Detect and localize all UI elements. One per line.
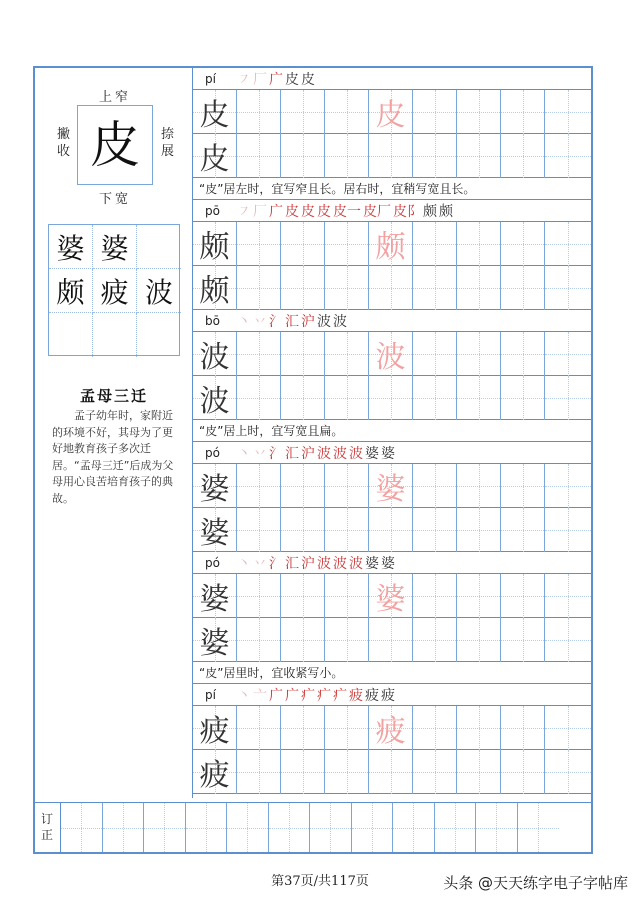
practice-cell[interactable] [281, 706, 325, 750]
stroke-step: 颇 [423, 203, 437, 220]
stroke-step: 丷 [253, 313, 267, 330]
writing-tip: “皮”居左时，宜写窄且长。居右时，宜稍写宽且长。 [193, 178, 591, 200]
left-panel [35, 68, 193, 798]
correction-cell[interactable] [435, 803, 477, 852]
practice-cell[interactable] [281, 618, 325, 662]
practice-cell[interactable] [193, 574, 237, 618]
stroke-step: 广 [269, 687, 283, 704]
practice-cell[interactable] [325, 574, 369, 618]
practice-cell[interactable] [325, 618, 369, 662]
stroke-step: 厂 [253, 203, 267, 220]
practice-cell[interactable] [281, 332, 325, 376]
trace-char: 颇 [375, 230, 406, 265]
practice-cell[interactable] [501, 574, 545, 618]
practice-cell[interactable] [193, 706, 237, 750]
stroke-step: 皮 [301, 203, 315, 220]
stroke-step: ㇇ [237, 203, 251, 220]
practice-cell[interactable] [281, 266, 325, 310]
stroke-step: 丶 [237, 687, 251, 704]
stroke-step: 波 [317, 445, 331, 462]
practice-cell[interactable] [237, 706, 281, 750]
practice-cell[interactable] [369, 706, 413, 750]
stroke-step: 波 [349, 445, 363, 462]
practice-cell[interactable] [457, 376, 501, 420]
stroke-step: 皮阝 [393, 203, 421, 220]
model-char: 颇 [199, 230, 230, 265]
writing-tip: “皮”居上时，宜写宽且扁。 [193, 420, 591, 442]
practice-cell[interactable] [413, 706, 457, 750]
practice-cell[interactable] [413, 332, 457, 376]
practice-cell[interactable] [457, 464, 501, 508]
practice-cell[interactable] [545, 266, 591, 310]
word-cell [137, 313, 181, 357]
practice-cell[interactable] [237, 508, 281, 552]
practice-cell[interactable] [457, 750, 501, 794]
stroke-step: 皮厂 [363, 203, 391, 220]
focus-char-box [77, 105, 153, 185]
focus-hint-right: 捺展 [161, 127, 175, 159]
pinyin: pó [205, 445, 220, 460]
practice-cell[interactable] [193, 332, 237, 376]
correction-cell[interactable] [144, 803, 186, 852]
model-char: 皮 [199, 142, 230, 177]
practice-cell[interactable] [237, 90, 281, 134]
example-word-grid [48, 224, 180, 356]
model-char: 颇 [199, 274, 230, 309]
practice-cell[interactable] [281, 134, 325, 178]
stroke-order [237, 201, 453, 221]
practice-cell[interactable] [501, 222, 545, 266]
stroke-step: 广 [269, 203, 283, 220]
practice-cell[interactable] [457, 134, 501, 178]
stroke-step: 婆 [365, 445, 379, 462]
practice-cell[interactable] [413, 134, 457, 178]
stroke-step: 疲 [349, 687, 363, 704]
practice-cell[interactable] [457, 508, 501, 552]
practice-cell[interactable] [501, 750, 545, 794]
practice-cell[interactable] [193, 464, 237, 508]
focus-hint-bottom: 下宽 [99, 192, 132, 207]
model-char: 疲 [199, 758, 230, 793]
model-char: 婆 [199, 472, 230, 507]
practice-cell[interactable] [413, 266, 457, 310]
practice-cell[interactable] [501, 90, 545, 134]
trace-char: 婆 [375, 582, 406, 617]
writing-tip: “皮”居里时，宜收紧写小。 [193, 662, 591, 684]
practice-cell[interactable] [413, 464, 457, 508]
focus-hint-left: 撇收 [57, 127, 71, 159]
stroke-order [237, 311, 347, 331]
trace-char: 波 [375, 340, 406, 375]
watermark: 头条 @天天练字电子字帖库 [443, 874, 628, 892]
practice-row [193, 508, 591, 552]
practice-cell[interactable] [281, 464, 325, 508]
practice-row [193, 574, 591, 618]
stroke-step: 汇 [285, 555, 299, 572]
stroke-step: 广 [285, 687, 299, 704]
practice-cell[interactable] [545, 222, 591, 266]
practice-cell[interactable] [281, 750, 325, 794]
practice-cell[interactable] [237, 376, 281, 420]
stroke-step: 婆 [365, 555, 379, 572]
practice-cell[interactable] [545, 750, 591, 794]
stroke-step: 沪 [301, 555, 315, 572]
practice-cell[interactable] [457, 574, 501, 618]
practice-cell[interactable] [413, 508, 457, 552]
pinyin-row [193, 310, 591, 332]
practice-cell[interactable] [193, 618, 237, 662]
practice-cell[interactable] [369, 574, 413, 618]
page-number: 第37页/共117页 [271, 874, 369, 889]
practice-cell[interactable] [545, 508, 591, 552]
practice-cell[interactable] [413, 574, 457, 618]
practice-cell[interactable] [501, 332, 545, 376]
practice-cell[interactable] [281, 574, 325, 618]
practice-cell[interactable] [369, 750, 413, 794]
practice-cell[interactable] [413, 618, 457, 662]
stroke-step: 婆 [381, 555, 395, 572]
correction-cell[interactable] [476, 803, 518, 852]
practice-cell[interactable] [369, 618, 413, 662]
word-cell: 婆 [93, 225, 137, 269]
word-cell: 疲 [93, 269, 137, 313]
practice-row [193, 706, 591, 750]
practice-cell[interactable] [501, 464, 545, 508]
stroke-step: 广 [269, 71, 283, 88]
practice-cell[interactable] [457, 90, 501, 134]
stroke-order [237, 685, 395, 705]
stroke-step: 波 [317, 555, 331, 572]
pinyin: pō [205, 203, 220, 218]
pinyin: pó [205, 555, 220, 570]
practice-cell[interactable] [193, 222, 237, 266]
practice-cell[interactable] [193, 90, 237, 134]
model-char: 皮 [199, 98, 230, 133]
practice-cell[interactable] [457, 222, 501, 266]
practice-cell[interactable] [237, 332, 281, 376]
practice-cell[interactable] [281, 222, 325, 266]
model-char: 波 [199, 384, 230, 419]
stroke-step: 汇 [285, 445, 299, 462]
stroke-step: 波 [333, 445, 347, 462]
story-title: 孟母三迁 [79, 387, 148, 405]
stroke-step: 疒 [333, 687, 347, 704]
practice-cell[interactable] [369, 464, 413, 508]
stroke-step: 皮一 [333, 203, 361, 220]
correction-cell[interactable] [61, 803, 103, 852]
model-char: 婆 [199, 626, 230, 661]
stroke-step: 丶 [237, 313, 251, 330]
practice-cell[interactable] [237, 222, 281, 266]
model-char: 疲 [199, 714, 230, 749]
stroke-step: 氵 [269, 313, 283, 330]
practice-cell[interactable] [193, 376, 237, 420]
pinyin-row [193, 552, 591, 574]
practice-cell[interactable] [369, 222, 413, 266]
practice-cell[interactable] [325, 464, 369, 508]
practice-cell[interactable] [457, 618, 501, 662]
stroke-step: 丷 [253, 555, 267, 572]
stroke-step: 亠 [253, 687, 267, 704]
practice-cell[interactable] [237, 266, 281, 310]
stroke-step: 丷 [253, 445, 267, 462]
practice-cell[interactable] [237, 464, 281, 508]
practice-cell[interactable] [457, 706, 501, 750]
stroke-step: 皮 [317, 203, 331, 220]
practice-cell[interactable] [325, 508, 369, 552]
stroke-step: 皮 [285, 71, 299, 88]
stroke-step: 皮 [285, 203, 299, 220]
practice-cell[interactable] [325, 222, 369, 266]
practice-cell[interactable] [193, 508, 237, 552]
stroke-step: 婆 [381, 445, 395, 462]
pinyin-row [193, 442, 591, 464]
stroke-order [237, 69, 315, 89]
stroke-step: 氵 [269, 555, 283, 572]
correction-cell[interactable] [103, 803, 145, 852]
practice-cell[interactable] [369, 266, 413, 310]
practice-cell[interactable] [545, 464, 591, 508]
word-cell [49, 313, 93, 357]
practice-cell[interactable] [281, 376, 325, 420]
word-cell [93, 313, 137, 357]
stroke-step: ㇇ [237, 71, 251, 88]
model-char: 波 [199, 340, 230, 375]
practice-cell[interactable] [369, 508, 413, 552]
practice-cell[interactable] [413, 222, 457, 266]
practice-row [193, 222, 591, 266]
story-text: 孟子幼年时，家附近的环境不好，其母为了更好地教育孩子多次迁居。“孟母三迁”后成为父母用心良苦培育孩子的典故。 [52, 409, 174, 505]
practice-cell[interactable] [325, 376, 369, 420]
practice-cell[interactable] [325, 134, 369, 178]
practice-row [193, 134, 591, 178]
stroke-step: 疲 [365, 687, 379, 704]
practice-cell[interactable] [325, 332, 369, 376]
practice-cell[interactable] [237, 618, 281, 662]
stroke-step: 丶 [237, 555, 251, 572]
practice-cell[interactable] [545, 376, 591, 420]
practice-cell[interactable] [501, 266, 545, 310]
practice-row [193, 266, 591, 310]
stroke-step: 厂 [253, 71, 267, 88]
stroke-step: 疲 [381, 687, 395, 704]
stroke-step: 波 [349, 555, 363, 572]
practice-cell[interactable] [545, 618, 591, 662]
practice-cell[interactable] [457, 266, 501, 310]
practice-cell[interactable] [237, 134, 281, 178]
stroke-step: 丶 [237, 445, 251, 462]
practice-cell[interactable] [413, 90, 457, 134]
stroke-step: 波 [333, 313, 347, 330]
word-cell: 颇 [49, 269, 93, 313]
practice-cell[interactable] [325, 90, 369, 134]
practice-cell[interactable] [501, 706, 545, 750]
correction-cell[interactable] [186, 803, 228, 852]
practice-cell[interactable] [413, 376, 457, 420]
practice-cell[interactable] [325, 750, 369, 794]
pinyin-row [193, 68, 591, 90]
practice-cell[interactable] [545, 574, 591, 618]
stroke-step: 沪 [301, 445, 315, 462]
practice-cell[interactable] [413, 750, 457, 794]
practice-cell[interactable] [193, 134, 237, 178]
focus-hint-top: 上窄 [99, 90, 132, 105]
practice-cell[interactable] [193, 750, 237, 794]
pinyin: bō [205, 313, 220, 328]
stroke-step: 沪 [301, 313, 315, 330]
trace-char: 疲 [375, 714, 406, 749]
practice-cell[interactable] [237, 750, 281, 794]
practice-cell[interactable] [501, 376, 545, 420]
word-cell [137, 225, 181, 269]
correction-strip [35, 802, 591, 852]
stroke-step: 波 [333, 555, 347, 572]
correction-cell[interactable] [227, 803, 269, 852]
correction-cell[interactable] [518, 803, 560, 852]
practice-cell[interactable] [545, 706, 591, 750]
stroke-order [237, 443, 395, 463]
practice-cell[interactable] [369, 332, 413, 376]
practice-cell[interactable] [325, 706, 369, 750]
pinyin: pí [205, 687, 216, 702]
practice-cell[interactable] [193, 266, 237, 310]
practice-sheet-frame [33, 66, 593, 854]
word-cell: 婆 [49, 225, 93, 269]
model-char: 婆 [199, 516, 230, 551]
stroke-step: 波 [317, 313, 331, 330]
focus-char: 皮 [90, 116, 140, 174]
practice-cell[interactable] [501, 618, 545, 662]
stroke-step: 疒 [301, 687, 315, 704]
practice-cell[interactable] [369, 376, 413, 420]
stroke-step: 皮 [301, 71, 315, 88]
practice-row [193, 90, 591, 134]
practice-cell[interactable] [325, 266, 369, 310]
practice-cell[interactable] [545, 134, 591, 178]
word-cell: 波 [137, 269, 181, 313]
practice-cell[interactable] [501, 508, 545, 552]
practice-cell[interactable] [237, 574, 281, 618]
pinyin-row [193, 684, 591, 706]
practice-row [193, 332, 591, 376]
practice-cell[interactable] [281, 90, 325, 134]
correction-cell[interactable] [269, 803, 311, 852]
stroke-step: 疒 [317, 687, 331, 704]
practice-cell[interactable] [281, 508, 325, 552]
practice-row [193, 618, 591, 662]
correction-cell[interactable] [310, 803, 352, 852]
practice-cell[interactable] [369, 134, 413, 178]
practice-row [193, 464, 591, 508]
model-char: 婆 [199, 582, 230, 617]
pinyin-row [193, 200, 591, 222]
correction-cell[interactable] [393, 803, 435, 852]
practice-area [193, 68, 591, 798]
practice-cell[interactable] [501, 134, 545, 178]
trace-char: 婆 [375, 472, 406, 507]
stroke-step: 氵 [269, 445, 283, 462]
correction-cell[interactable] [352, 803, 394, 852]
practice-row [193, 376, 591, 420]
practice-row [193, 750, 591, 794]
practice-cell[interactable] [545, 90, 591, 134]
stroke-step: 颇 [439, 203, 453, 220]
practice-cell[interactable] [545, 332, 591, 376]
practice-cell[interactable] [457, 332, 501, 376]
pinyin: pí [205, 71, 216, 86]
stroke-step: 汇 [285, 313, 299, 330]
stroke-order [237, 553, 395, 573]
trace-char: 皮 [375, 98, 406, 133]
correction-label: 订正 [35, 803, 61, 852]
practice-cell[interactable] [369, 90, 413, 134]
